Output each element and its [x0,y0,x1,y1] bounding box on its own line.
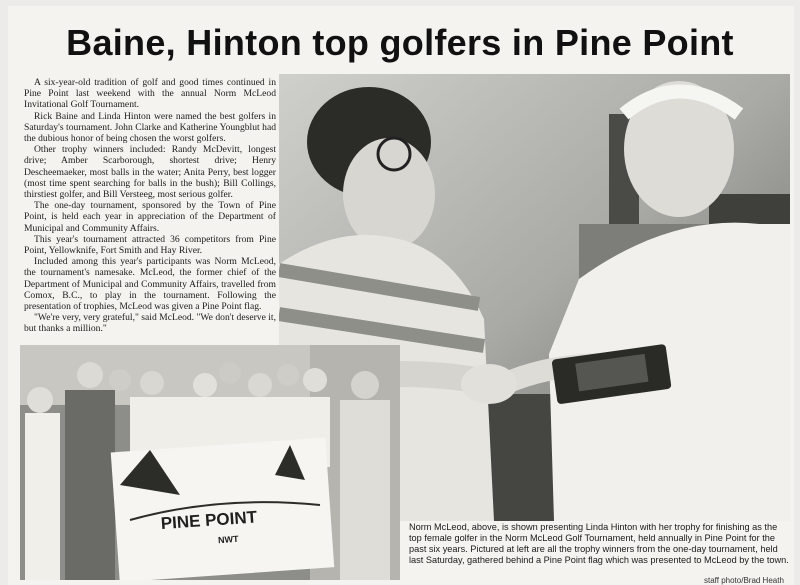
article-paragraph: Included among this year's participants was Norm McLeod, the tournament's namesake. McLeod, the former chief of the Department of Municipal and Community Affairs, travelled from Comox, B.C., to play in the tournament. Following the presentation of trophies, McLeod was given a Pine Point flag. [24,256,276,313]
photo-caption: Norm McLeod, above, is shown presenting Linda Hinton with her trophy for finishing as the top female golfer in the Norm McLeod Golf Tournament, held annually in Pine Point for the past six years. Pictured at left are all the trophy winners from the one-day tournament, held last Saturday, gathered behind a Pine Point flag which was presented to McLeod by the town. [409,522,789,565]
article-paragraph: A six-year-old tradition of golf and good times continued in Pine Point last weekend with the annual Norm McLeod Invitational Golf Tournament. [24,77,276,111]
article-paragraph: "We're very, very grateful," said McLeod. "We don't deserve it, but thanks a million." [24,312,276,335]
flag-text-pine-point: PINE POINT [160,507,258,534]
article-paragraph: Other trophy winners included: Randy McDevitt, longest drive; Amber Scarborough, shortest drive; Henry Descheemaeker, most balls in the water; Anita Perry, best logger (most time spent searching for balls in the bush); Bill Collings, thirstiest golfer, and Bill Versteeg, most serious golfer. [24,144,276,201]
article-paragraph: The one-day tournament, sponsored by the Town of Pine Point, is held each year in appreciation of the Department of Municipal and Community Affairs. [24,200,276,234]
group-photo-illustration [20,345,400,580]
article-paragraph: Rick Baine and Linda Hinton were named the best golfers in Saturday's tournament. John Clarke and Katherine Youngblut had the dubious honor of being chosen the worst golfers. [24,110,276,145]
headline: Baine, Hinton top golfers in Pine Point [66,22,734,63]
article-body [24,77,276,335]
article-paragraph: This year's tournament attracted 36 competitors from Pine Point, Yellowknife, Fort Smith and Hay River. [24,233,276,257]
photo-credit: staff photo/Brad Heath [704,576,784,585]
trophy-winners-group-photo [20,345,400,580]
flag-text-nwt: NWT [217,533,239,546]
